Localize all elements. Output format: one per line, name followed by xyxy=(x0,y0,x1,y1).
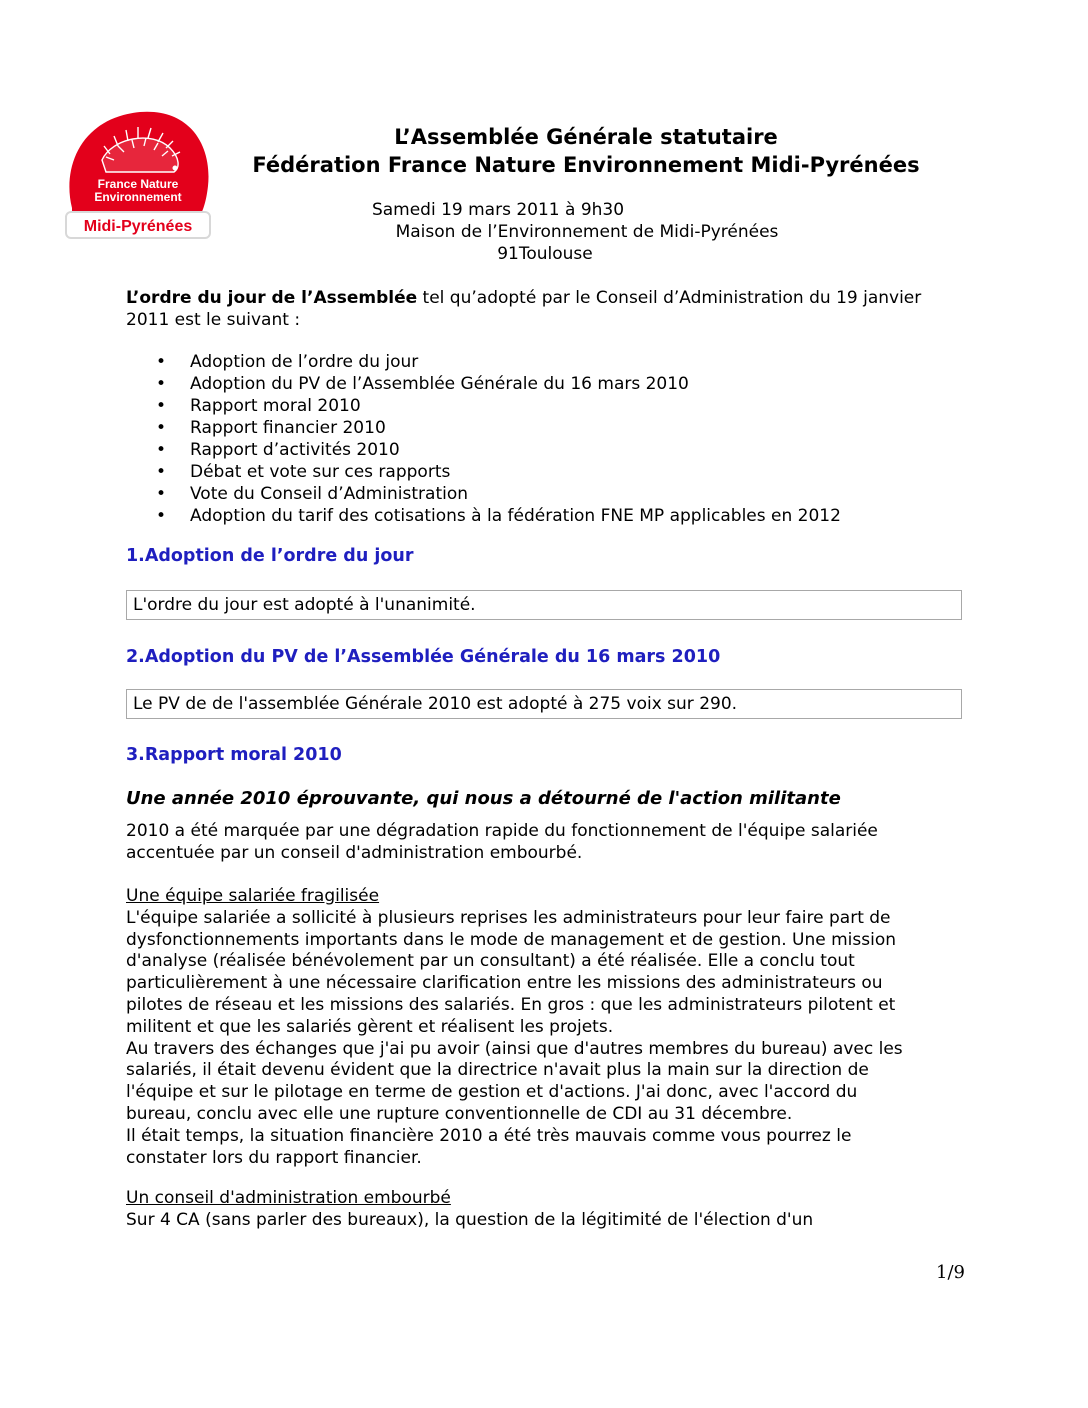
meeting-city: 91Toulouse xyxy=(497,244,593,264)
agenda-item: • Adoption de l’ordre du jour xyxy=(156,352,419,372)
intro-bold: L’ordre du jour de l’Assemblée xyxy=(126,288,418,308)
rapport-paragraph-1: 2010 a été marquée par une dégradation rapide du fonctionnement de l'équipe salariée accentuée par un conseil d'administration embourbé. xyxy=(126,821,878,863)
agenda-item: • Rapport moral 2010 xyxy=(156,396,361,416)
section-1-resolution-box: L'ordre du jour est adopté à l'unanimité. xyxy=(126,590,962,620)
rapport-paragraph-3: Un conseil d'administration embourbé Sur 4 CA (sans parler des bureaux), la question de la légitimité de l'élection d'un xyxy=(126,1188,966,1232)
section-2-resolution-box: Le PV de de l'assemblée Générale 2010 est adopté à 275 voix sur 290. xyxy=(126,689,962,719)
logo-region: Midi-Pyrénées xyxy=(83,218,193,235)
agenda-item: • Vote du Conseil d’Administration xyxy=(156,484,469,504)
bullet-icon: • xyxy=(156,374,167,394)
section-1-heading: 1.Adoption de l’ordre du jour xyxy=(126,546,414,566)
agenda-item: • Adoption du PV de l’Assemblée Générale du 16 mars 2010 xyxy=(156,374,689,394)
meeting-date: Samedi 19 mars 2011 à 9h30 xyxy=(371,200,625,220)
logo-line1: France Nature xyxy=(97,177,179,191)
agenda-list xyxy=(126,351,841,527)
document-title-line2: Fédération France Nature Environnement Midi-Pyrénées xyxy=(252,153,920,177)
agenda-item: • Adoption du tarif des cotisations à la fédération FNE MP applicables en 2012 xyxy=(156,506,841,526)
page-number: 1/9 xyxy=(936,1262,965,1283)
equipe-heading: Une équipe salariée fragilisée xyxy=(126,886,380,906)
bullet-icon: • xyxy=(156,418,167,438)
intro-rest-line1: tel qu’adopté par le Conseil d’Administration du 19 janvier xyxy=(417,288,922,308)
logo-line2: Environnement xyxy=(94,190,182,204)
bullet-icon: • xyxy=(156,396,167,416)
rapport-subtitle: Une année 2010 éprouvante, qui nous a détourné de l'action militante xyxy=(126,788,841,809)
rapport-paragraph-2: Une équipe salariée fragilisée L'équipe salariée a sollicité à plusieurs reprises les administrateurs pour leur faire part de dysfonctionnements importants dans le mode de management et de gestion. Une mission d'analyse (réalisée bénévolement par un consultant) a été réalisée. Elle a conclu tout particulièrement à une nécessaire clarification entre les missions des administrateurs ou pilotes de réseau et les missions des salariés. En gros : que les administrateurs pilotent et militent et que les salariés gèrent et réalisent les projets. Au travers des échanges que j'ai pu avoir (ainsi que d'autres membres du bureau) avec les salariés, il était devenu évident que la directrice n'avait plus la main sur la direction de l'équipe et sur le pilotage en terme de gestion et d'actions. J'ai donc, avec l'accord du bureau, conclu avec elle une rupture conventionnelle de CDI au 31 décembre. Il était temps, la situation financière 2010 a été très mauvais comme vous pourrez le constater lors du rapport financier. xyxy=(126,886,966,1169)
bullet-icon: • xyxy=(156,440,167,460)
bullet-icon: • xyxy=(156,506,167,526)
agenda-item: • Débat et vote sur ces rapports xyxy=(156,462,451,482)
agenda-item: • Rapport d’activités 2010 xyxy=(156,440,400,460)
meeting-place: Maison de l’Environnement de Midi-Pyrénées xyxy=(395,222,779,242)
section-3-heading: 3.Rapport moral 2010 xyxy=(126,745,342,765)
intro-paragraph xyxy=(126,288,966,332)
conseil-heading: Un conseil d'administration embourbé xyxy=(126,1188,451,1208)
section-2-heading: 2.Adoption du PV de l’Assemblée Générale du 16 mars 2010 xyxy=(126,647,721,667)
bullet-icon: • xyxy=(156,484,167,504)
agenda-item: • Rapport financier 2010 xyxy=(156,418,386,438)
bullet-icon: • xyxy=(156,462,167,482)
intro-line2: 2011 est le suivant : xyxy=(126,309,301,330)
bullet-icon: • xyxy=(156,352,167,372)
document-title-line1: L’Assemblée Générale statutaire xyxy=(394,125,778,149)
